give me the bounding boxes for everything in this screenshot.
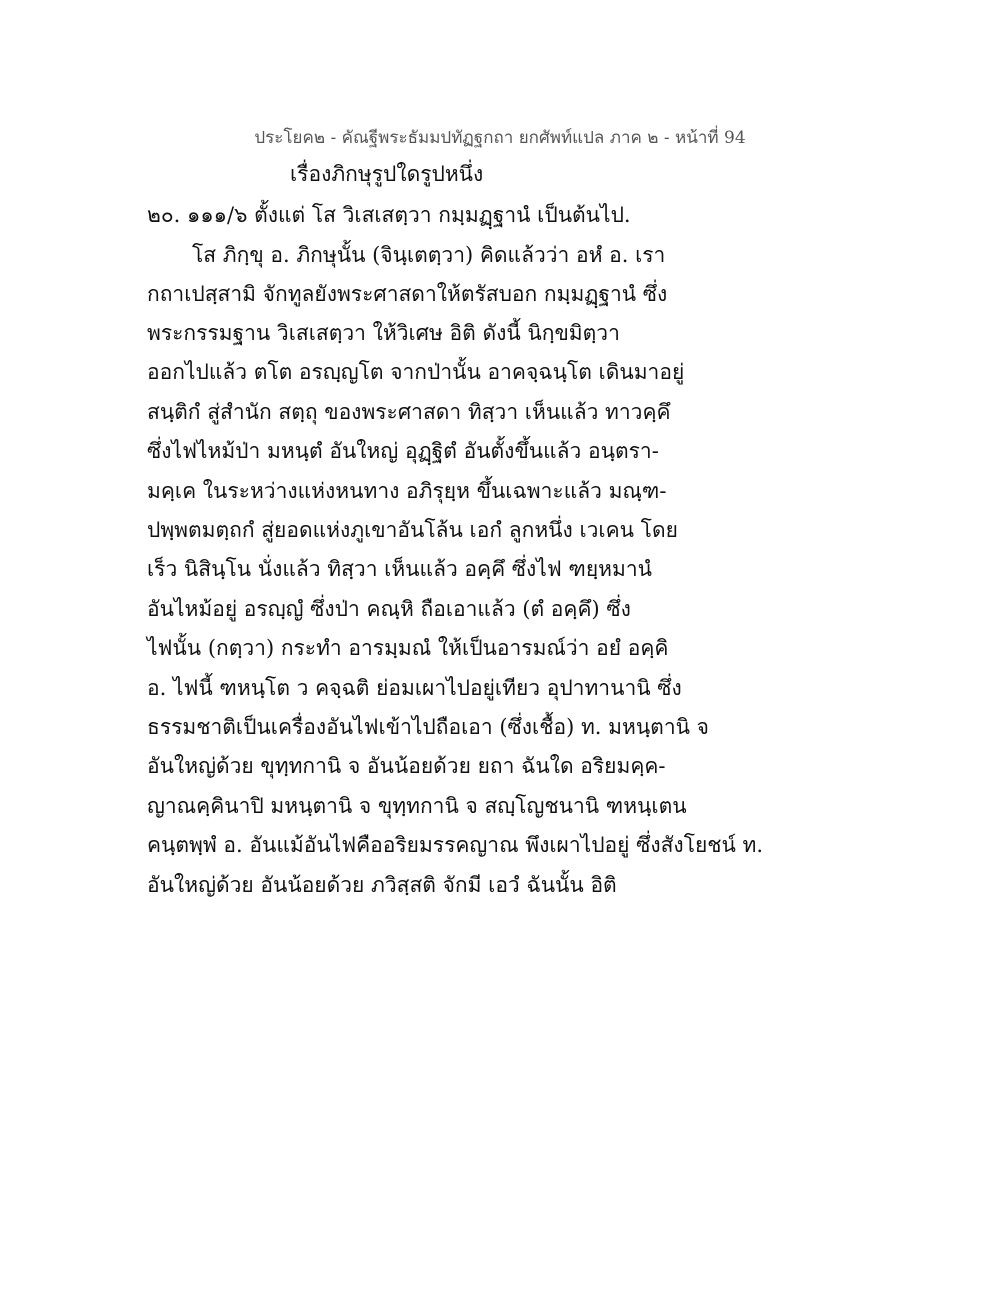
text-line: กถาเปสฺสามิ จักทูลยังพระศาสดาให้ตรัสบอก กมฺมฏฺฐานํ ซึ่ง <box>147 282 668 306</box>
text-line: สนฺติกํ สู่สำนัก สตฺถุ ของพระศาสดา ทิสฺวา เห็นแล้ว ทาวคฺคึ <box>147 400 671 424</box>
text-line: พระกรรมฐาน วิเสเสตฺวา ให้วิเศษ อิติ ดังนี้ นิกฺขมิตฺวา <box>147 321 620 345</box>
text-line: ปพฺพตมตฺถกํ สู่ยอดแห่งภูเขาอันโล้น เอกํ ลูกหนึ่ง เวเคน โดย <box>147 518 678 542</box>
text-line: ญาณคฺคินาปิ มหนฺตานิ จ ขุทฺทกานิ จ สญฺโญชนานิ ฑหนฺเตน <box>147 794 687 818</box>
text-line: โส ภิกฺขุ อ. ภิกษุนั้น (จินฺเตตฺวา) คิดแล้วว่า อหํ อ. เรา <box>192 243 666 267</box>
text-line: มคฺเค ในระหว่างแห่งหนทาง อภิรุยฺห ขึ้นเฉพาะแล้ว มณฺฑ- <box>147 479 667 503</box>
text-line: ซึ่งไฟไหม้ป่า มหนฺตํ อันใหญ่ อุฏฺฐิตํ อันตั้งขึ้นแล้ว อนฺตรา- <box>147 439 659 463</box>
running-header: ประโยค๒ - คัณฐีพระธัมมปทัฏฐกถา ยกศัพท์แปล ภาค ๒ - หน้าที่ 94 <box>254 128 746 148</box>
text-line: อันใหญ่ด้วย ขุทฺทกานิ จ อันน้อยด้วย ยถา ฉันใด อริยมคฺค- <box>147 754 666 778</box>
text-line: ๒๐. ๑๑๑/๖ ตั้งแต่ โส วิเสเสตฺวา กมฺมฏฺฐานํ เป็นต้นไป. <box>147 203 631 227</box>
text-line: ออกไปแล้ว ตโต อรญฺญโต จากป่านั้น อาคจฺฉนฺโต เดินมาอยู่ <box>147 360 685 384</box>
text-line: อ. ไฟนี้ ฑหนฺโต ว คจฺฉติ ย่อมเผาไปอยู่เทียว อุปาทานานิ ซึ่ง <box>147 676 682 700</box>
text-line: ไฟนั้น (กตฺวา) กระทำ อารมฺมณํ ให้เป็นอารมณ์ว่า อยํ อคฺคิ <box>147 636 669 660</box>
text-line: เร็ว นิสินฺโน นั่งแล้ว ทิสฺวา เห็นแล้ว อคฺคึ ซึ่งไฟ ฑยฺหมานํ <box>147 557 652 581</box>
text-line: อันไหม้อยู่ อรญฺญํ ซึ่งป่า คณฺหิ ถือเอาแล้ว (ตํ อคฺคึ) ซึ่ง <box>147 597 631 621</box>
section-title: เรื่องภิกษุรูปใดรูปหนึ่ง <box>290 162 484 186</box>
text-line: อันใหญ่ด้วย อันน้อยด้วย ภวิสฺสติ จักมี เอวํ ฉันนั้น อิติ <box>147 873 617 897</box>
text-line: ธรรมชาติเป็นเครื่องอันไฟเข้าไปถือเอา (ซึ่งเชื้อ) ท. มหนฺตานิ จ <box>147 715 709 739</box>
text-line: คนฺตพฺพํ อ. อันแม้อันไฟคืออริยมรรคญาณ พึงเผาไปอยู่ ซึ่งสังโยชน์ ท. <box>147 833 764 857</box>
